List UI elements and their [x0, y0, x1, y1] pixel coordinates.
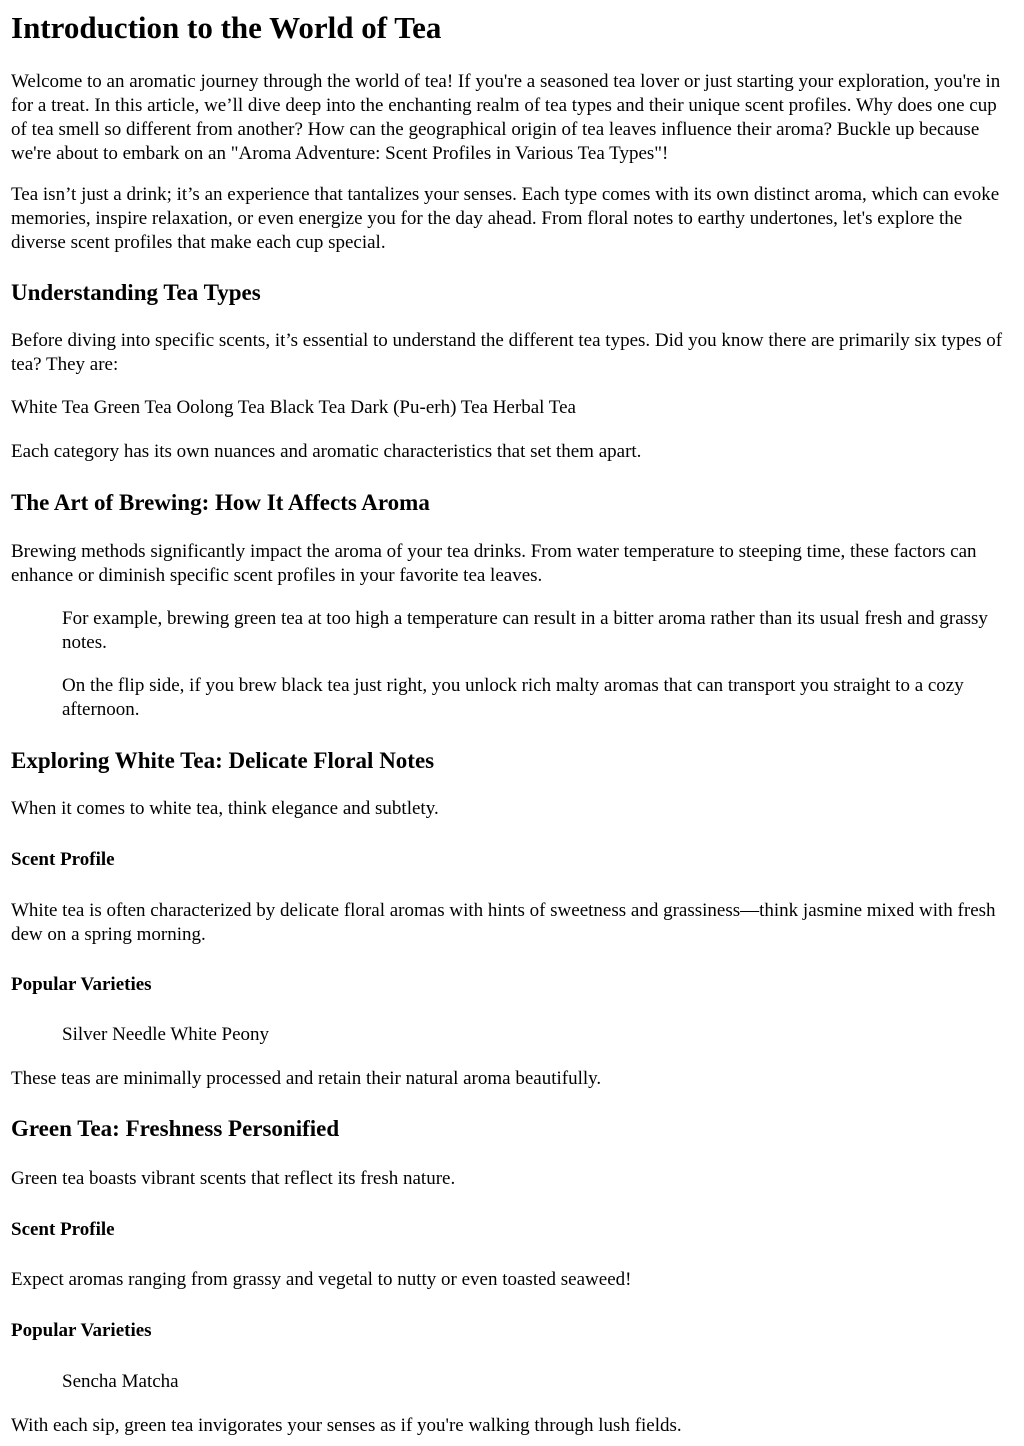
green-tea-intro: Green tea boasts vibrant scents that reflect its fresh nature.: [11, 1168, 456, 1189]
intro-paragraph-1: Welcome to an aromatic journey through the world of tea! If you're a seasoned tea lover or just starting your exploration, you're in for a treat. In this article, we’ll dive deep into the enchanting realm of tea types and their unique scent profiles. Why does one cup of tea smell so different from another? How can the geographical origin of tea leaves influence their aroma? Buckle up because we're about to embark on an "Aroma Adventure: Scent Profiles in Various Tea Types"!: [11, 71, 1001, 164]
tea-types-paragraph: Before diving into specific scents, it’s essential to understand the different tea types. Did you know there are primarily six types of tea? They are:: [11, 330, 1003, 375]
intro-paragraph-2: Tea isn’t just a drink; it’s an experience that tantalizes your senses. Each type comes with its own distinct aroma, which can evoke memories, inspire relaxation, or even energize you for the day ahead. From floral notes to earthy undertones, let's explore the diverse scent profiles that make each cup special.: [11, 184, 1000, 253]
white-tea-varieties-heading: Popular Varieties: [11, 974, 152, 995]
section-heading-tea-types: Understanding Tea Types: [11, 280, 261, 305]
section-heading-green-tea: Green Tea: Freshness Personified: [11, 1116, 340, 1141]
brewing-quote-1: For example, brewing green tea at too high a temperature can result in a bitter aroma rather than its usual fresh and grassy notes.: [62, 608, 988, 653]
section-heading-brewing: The Art of Brewing: How It Affects Aroma: [11, 490, 430, 515]
section-heading-white-tea: Exploring White Tea: Delicate Floral Notes: [11, 748, 435, 773]
white-tea-closing: These teas are minimally processed and retain their natural aroma beautifully.: [11, 1068, 602, 1089]
white-tea-scent-heading: Scent Profile: [11, 849, 115, 870]
white-tea-varieties-list: Silver Needle White Peony: [62, 1024, 270, 1045]
tea-types-summary: Each category has its own nuances and aromatic characteristics that set them apart.: [11, 441, 642, 462]
green-tea-varieties-list: Sencha Matcha: [62, 1371, 179, 1392]
white-tea-scent-text: White tea is often characterized by delicate floral aromas with hints of sweetness and grassiness—think jasmine mixed with fresh dew on a spring morning.: [11, 900, 996, 945]
tea-types-list: White Tea Green Tea Oolong Tea Black Tea Dark (Pu-erh) Tea Herbal Tea: [11, 397, 576, 418]
green-tea-varieties-heading: Popular Varieties: [11, 1320, 152, 1341]
brewing-quote-2: On the flip side, if you brew black tea just right, you unlock rich malty aromas that can transport you straight to a cozy afternoon.: [62, 675, 964, 720]
page-title: Introduction to the World of Tea: [11, 10, 442, 45]
brewing-paragraph: Brewing methods significantly impact the aroma of your tea drinks. From water temperature to steeping time, these factors can enhance or diminish specific scent profiles in your favorite tea leaves.: [11, 541, 977, 586]
green-tea-closing: With each sip, green tea invigorates your senses as if you're walking through lush fields.: [11, 1415, 682, 1436]
green-tea-scent-text: Expect aromas ranging from grassy and vegetal to nutty or even toasted seaweed!: [11, 1269, 632, 1290]
white-tea-intro: When it comes to white tea, think elegance and subtlety.: [11, 798, 439, 819]
green-tea-scent-heading: Scent Profile: [11, 1219, 115, 1240]
